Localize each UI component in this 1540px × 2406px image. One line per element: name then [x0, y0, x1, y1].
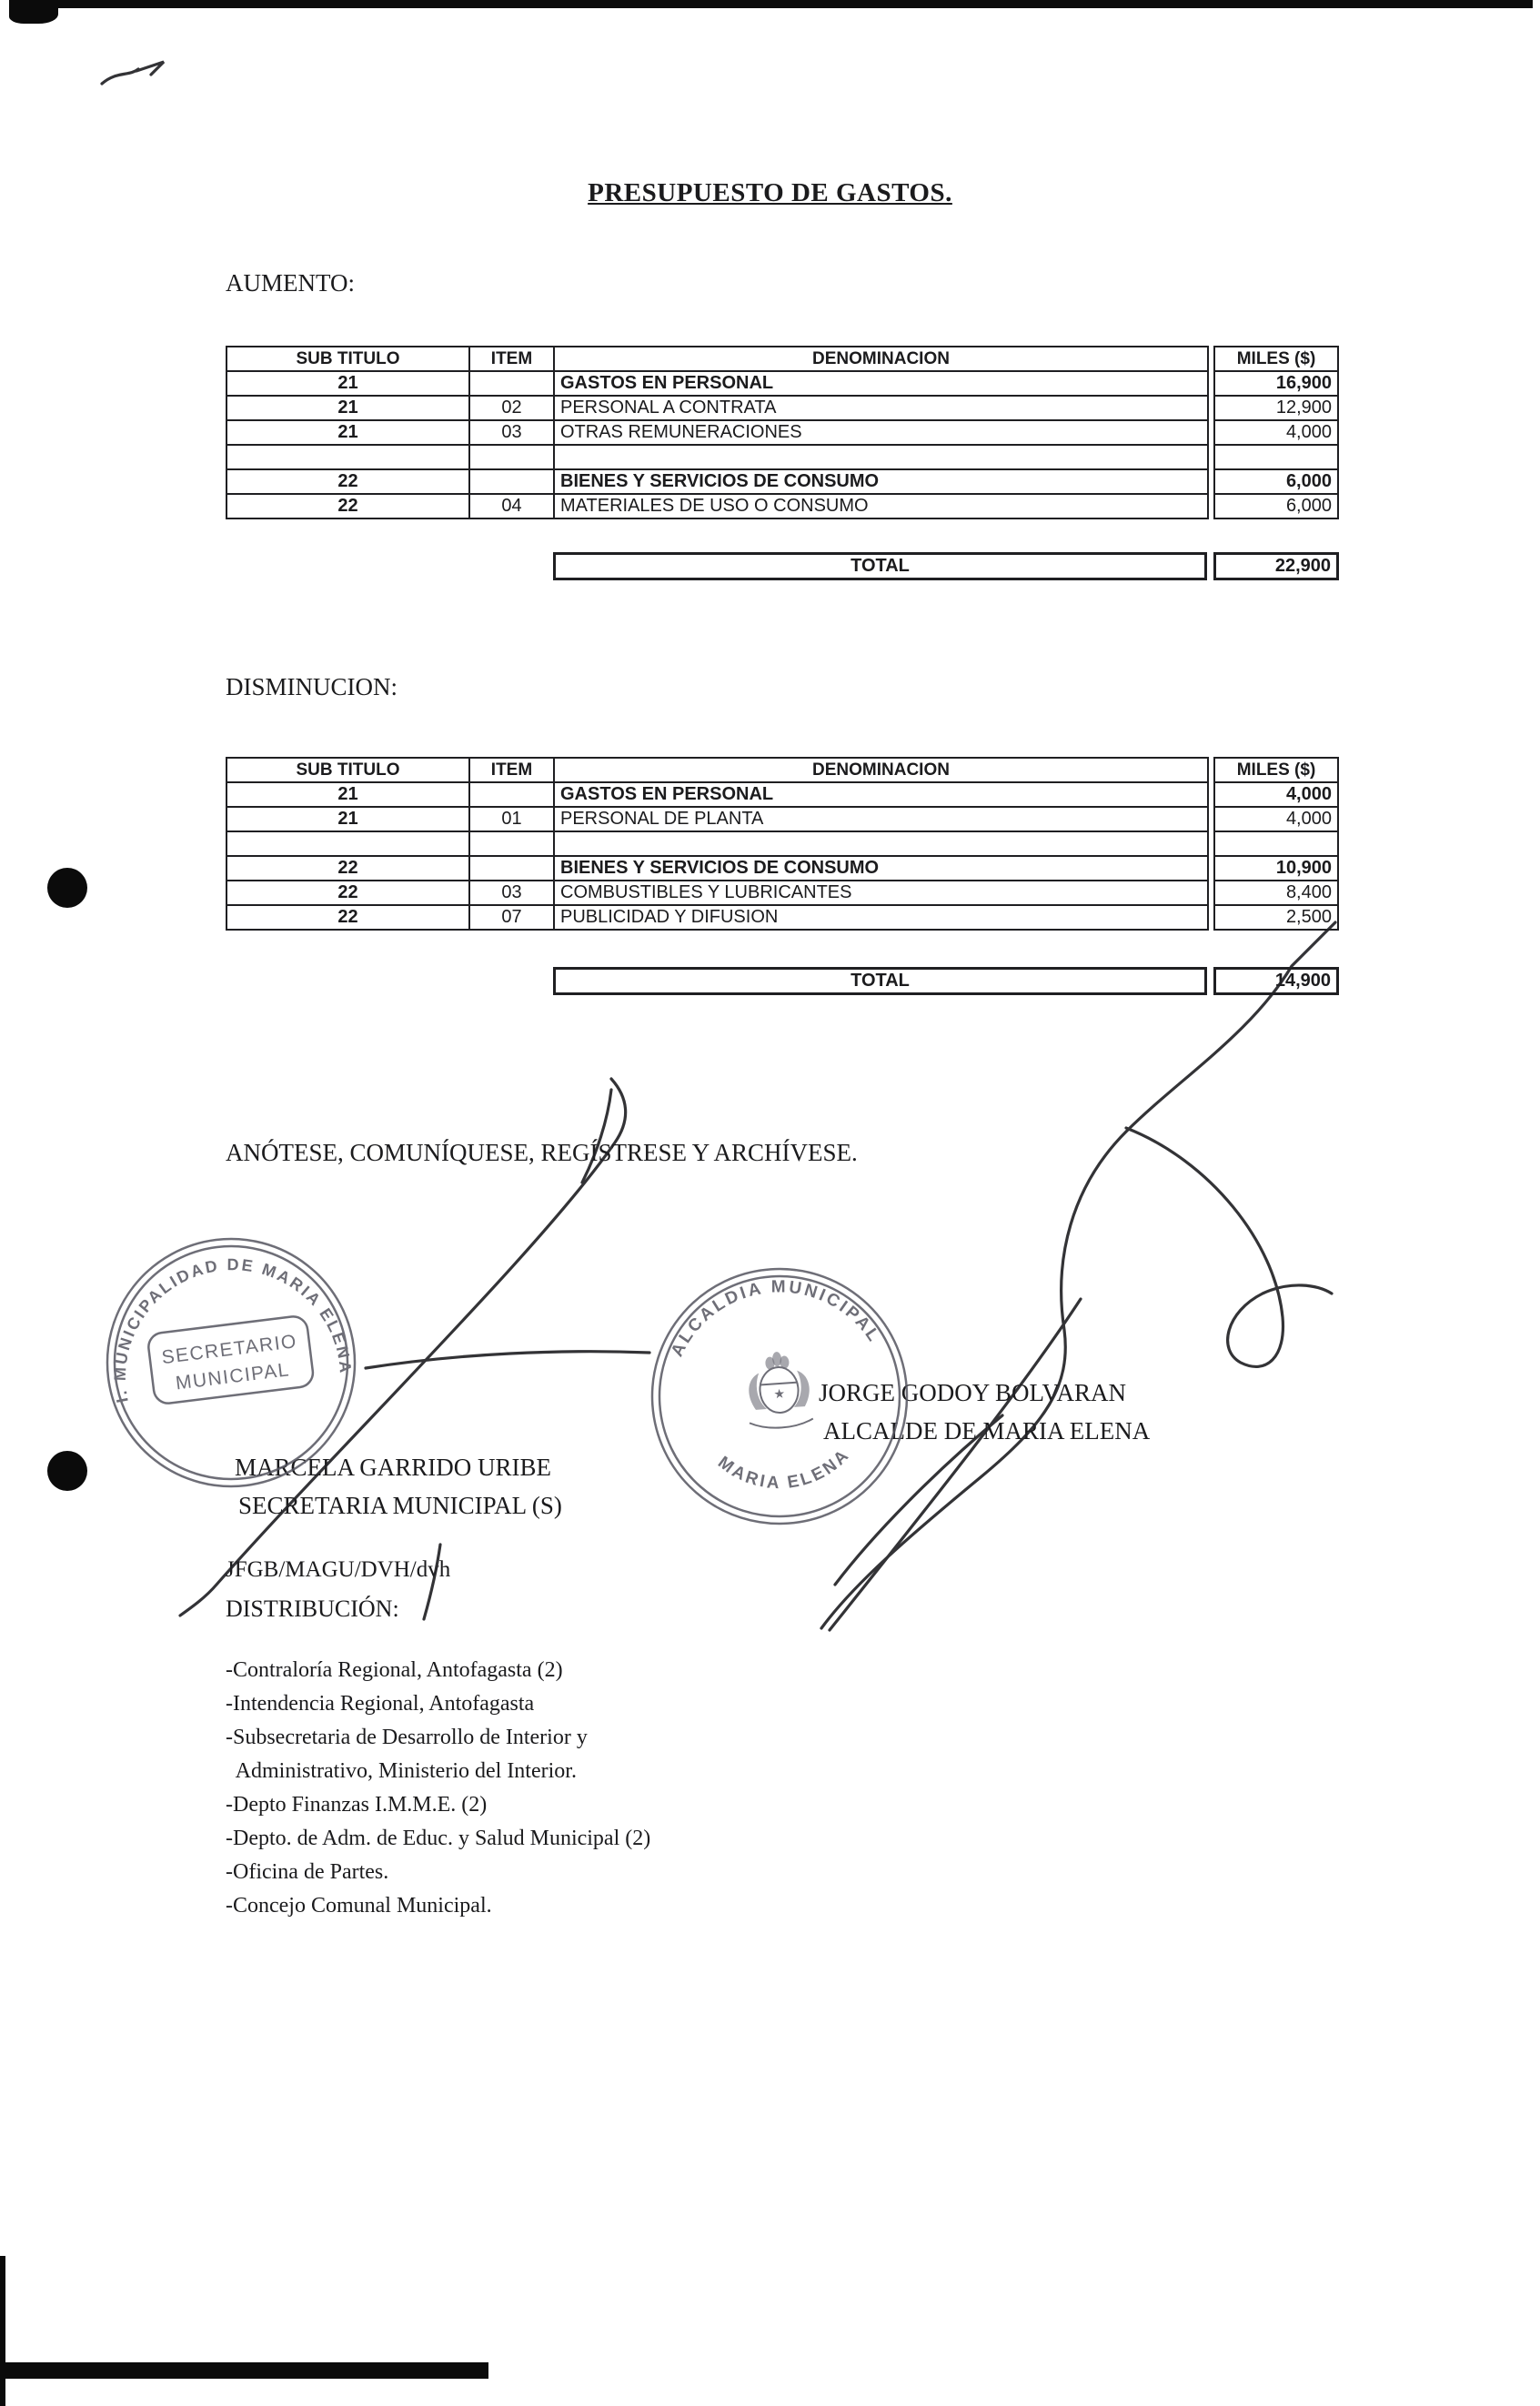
table-cell-item: 02	[469, 396, 554, 420]
table-header-row	[226, 758, 1208, 782]
initials-line: JFGB/MAGU/DVH/dvh	[226, 1557, 451, 1582]
table-row	[1214, 881, 1338, 905]
table-cell-subtitulo: 22	[226, 856, 469, 881]
stamp-center-line: MUNICIPAL	[174, 1359, 291, 1394]
distribution-item: -Oficina de Partes.	[226, 1860, 389, 1884]
table-row	[226, 782, 1208, 807]
table-row	[1214, 807, 1338, 831]
table-row	[1214, 371, 1338, 396]
star-icon: ★	[773, 1387, 786, 1403]
table-cell-item	[469, 469, 554, 494]
aumento-miles-column	[1213, 346, 1339, 519]
table-cell-subtitulo	[226, 445, 469, 469]
table-row	[1214, 782, 1338, 807]
table-header-cell: ITEM	[469, 758, 554, 782]
table-header-cell-miles: MILES ($)	[1214, 347, 1338, 371]
distribution-item: -Depto. de Adm. de Educ. y Salud Municipal (2)	[226, 1827, 651, 1850]
secretario-municipal-stamp	[79, 1211, 383, 1515]
table-row	[1214, 469, 1338, 494]
secretary-title: SECRETARIA MUNICIPAL (S)	[238, 1492, 562, 1519]
aumento-total-value: 22,900	[1213, 552, 1339, 580]
scan-artifact-top-corner	[9, 0, 58, 24]
secretary-name: MARCELA GARRIDO URIBE	[235, 1454, 552, 1481]
coat-of-arms-emblem	[745, 1350, 814, 1430]
table-row	[1214, 420, 1338, 445]
table-row	[226, 469, 1208, 494]
table-cell-subtitulo: 21	[226, 371, 469, 396]
pen-mark	[102, 69, 138, 84]
aumento-total-label: TOTAL	[553, 552, 1207, 580]
table-row	[1214, 396, 1338, 420]
table-cell-subtitulo: 22	[226, 469, 469, 494]
table-cell-denominacion	[554, 445, 1208, 469]
table-header-cell: DENOMINACION	[554, 347, 1208, 371]
table-cell-item	[469, 371, 554, 396]
table-cell-denominacion: BIENES Y SERVICIOS DE CONSUMO	[554, 469, 1208, 494]
distribution-heading: DISTRIBUCIÓN:	[226, 1596, 399, 1622]
stamp-ring-text: I. MUNICIPALIDAD DE MARIA ELENA	[110, 1255, 356, 1404]
stamp-bottom-text: MARIA ELENA	[714, 1445, 855, 1494]
table-cell-denominacion: GASTOS EN PERSONAL	[554, 371, 1208, 396]
distribution-item: -Contraloría Regional, Antofagasta (2)	[226, 1658, 563, 1682]
table-row	[1214, 445, 1338, 469]
table-cell-miles: 12,900	[1214, 396, 1338, 420]
table-row	[226, 905, 1208, 930]
distribution-item: -Subsecretaria de Desarrollo de Interior y	[226, 1726, 588, 1749]
disminucion-table	[226, 757, 1209, 931]
table-cell-subtitulo	[226, 831, 469, 856]
scan-artifact-left-edge	[0, 2256, 5, 2406]
table-cell-subtitulo: 22	[226, 905, 469, 930]
scan-artifact-bottom-bar	[0, 2362, 488, 2379]
disminucion-total-label: TOTAL	[553, 967, 1207, 995]
table-cell-miles: 4,000	[1214, 782, 1338, 807]
table-header-cell: ITEM	[469, 347, 554, 371]
table-cell-miles: 4,000	[1214, 807, 1338, 831]
table-cell-item	[469, 782, 554, 807]
pen-mark	[136, 62, 164, 75]
table-row	[1214, 905, 1338, 930]
distribution-item: -Concejo Comunal Municipal.	[226, 1894, 492, 1918]
table-cell-denominacion: PERSONAL DE PLANTA	[554, 807, 1208, 831]
table-cell-item: 03	[469, 881, 554, 905]
table-row	[226, 856, 1208, 881]
disminucion-heading: DISMINUCION:	[226, 673, 398, 700]
aumento-table	[226, 346, 1209, 519]
table-cell-subtitulo: 21	[226, 782, 469, 807]
table-cell-denominacion: GASTOS EN PERSONAL	[554, 782, 1208, 807]
table-row	[226, 494, 1208, 518]
distribution-item: -Intendencia Regional, Antofagasta	[226, 1692, 535, 1716]
table-header-row	[226, 347, 1208, 371]
table-cell-subtitulo: 22	[226, 494, 469, 518]
table-row	[226, 420, 1208, 445]
table-cell-subtitulo: 22	[226, 881, 469, 905]
table-cell-miles: 16,900	[1214, 371, 1338, 396]
table-row	[226, 396, 1208, 420]
table-cell-denominacion	[554, 831, 1208, 856]
distribution-item: Administrativo, Ministerio del Interior.	[226, 1759, 577, 1783]
table-cell-item	[469, 831, 554, 856]
table-cell-miles: 6,000	[1214, 469, 1338, 494]
hole-punch-mark	[47, 1451, 87, 1491]
scan-artifact-top-bar	[13, 0, 1533, 8]
closing-order-line: ANÓTESE, COMUNÍQUESE, REGÍSTRESE Y ARCHÍVESE.	[226, 1139, 858, 1166]
table-cell-denominacion: PUBLICIDAD Y DIFUSION	[554, 905, 1208, 930]
distribution-item: -Depto Finanzas I.M.M.E. (2)	[226, 1793, 488, 1817]
distribution-list	[226, 1654, 650, 1923]
table-cell-item: 03	[469, 420, 554, 445]
mayor-signature	[1126, 1128, 1332, 1366]
table-header-row	[1214, 758, 1338, 782]
table-header-cell: SUB TITULO	[226, 758, 469, 782]
secretary-signature	[366, 1352, 649, 1368]
table-row	[226, 881, 1208, 905]
table-cell-miles: 8,400	[1214, 881, 1338, 905]
table-header-cell-miles: MILES ($)	[1214, 758, 1338, 782]
disminucion-miles-column	[1213, 757, 1339, 931]
table-row	[1214, 494, 1338, 518]
stamp-top-text: ALCALDIA MUNICIPAL	[667, 1277, 884, 1360]
table-cell-item: 01	[469, 807, 554, 831]
table-cell-miles: 10,900	[1214, 856, 1338, 881]
table-cell-miles	[1214, 445, 1338, 469]
table-cell-denominacion: BIENES Y SERVICIOS DE CONSUMO	[554, 856, 1208, 881]
table-cell-item: 04	[469, 494, 554, 518]
table-cell-denominacion: OTRAS REMUNERACIONES	[554, 420, 1208, 445]
table-row	[226, 807, 1208, 831]
mayor-name: JORGE GODOY BOLVARAN	[819, 1379, 1127, 1406]
disminucion-total-value: 14,900	[1213, 967, 1339, 995]
secretary-signature	[582, 1090, 611, 1183]
alcaldia-municipal-stamp	[629, 1246, 931, 1547]
table-header-row	[1214, 347, 1338, 371]
table-cell-item	[469, 445, 554, 469]
stamp-center-line: SECRETARIO	[160, 1331, 299, 1369]
hole-punch-mark	[47, 868, 87, 908]
table-cell-subtitulo: 21	[226, 807, 469, 831]
table-row	[226, 445, 1208, 469]
table-cell-denominacion: MATERIALES DE USO O CONSUMO	[554, 494, 1208, 518]
table-row	[226, 831, 1208, 856]
table-header-cell: DENOMINACION	[554, 758, 1208, 782]
table-cell-item	[469, 856, 554, 881]
table-cell-miles: 4,000	[1214, 420, 1338, 445]
table-row	[1214, 856, 1338, 881]
table-cell-miles: 6,000	[1214, 494, 1338, 518]
table-cell-miles	[1214, 831, 1338, 856]
table-header-cell: SUB TITULO	[226, 347, 469, 371]
table-row	[226, 371, 1208, 396]
aumento-heading: AUMENTO:	[226, 269, 356, 297]
table-cell-miles: 2,500	[1214, 905, 1338, 930]
table-cell-subtitulo: 21	[226, 396, 469, 420]
document-title: PRESUPUESTO DE GASTOS.	[588, 178, 952, 207]
mayor-title: ALCALDE DE MARIA ELENA	[823, 1417, 1151, 1445]
table-cell-denominacion: COMBUSTIBLES Y LUBRICANTES	[554, 881, 1208, 905]
table-row	[1214, 831, 1338, 856]
table-cell-item: 07	[469, 905, 554, 930]
table-cell-subtitulo: 21	[226, 420, 469, 445]
table-cell-denominacion: PERSONAL A CONTRATA	[554, 396, 1208, 420]
